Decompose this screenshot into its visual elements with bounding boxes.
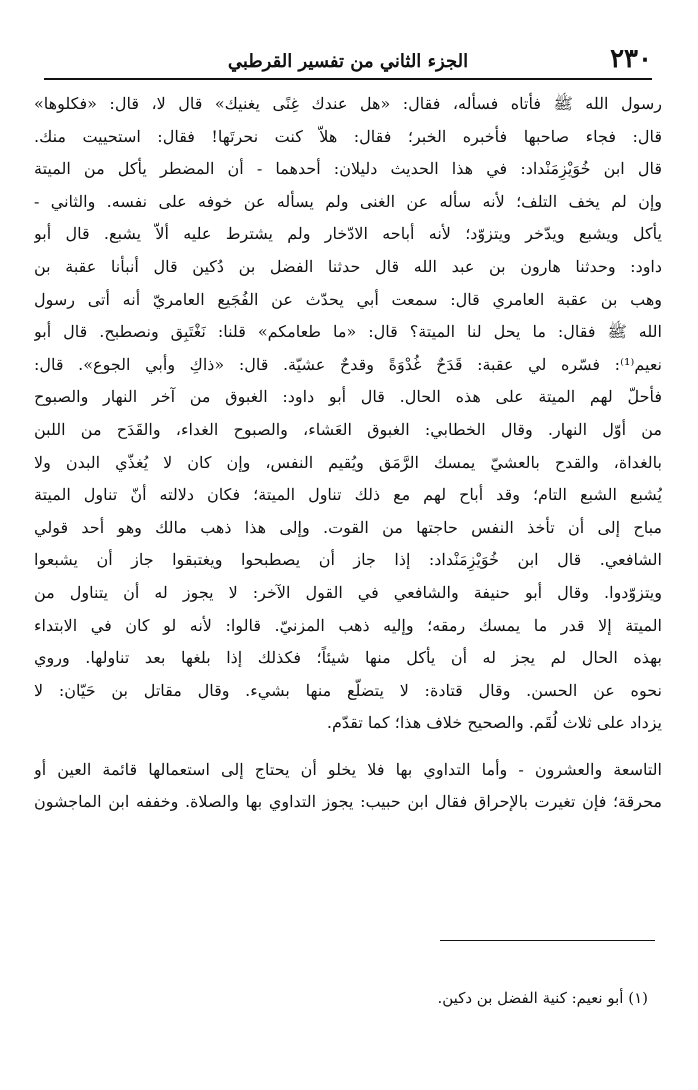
body-text: [34, 88, 662, 819]
text-line-15: الشافعي. قال ابن خُوَيْزِمَنْداد: إذا جاز أن يصطبحوا ويغتبقوا جاز أن يشبعوا: [34, 550, 662, 570]
text-line-17: الميتة إلا قدر ما يمسك رمقه؛ وإليه ذهب المزنيّ. قالوا: لأنه لو كان في الابتداء: [34, 615, 662, 635]
text-line-13: يُشبع الشبع التام؛ وقد أباح لهم مع ذلك تناول الميتة؛ فكان دلالته أنّ تناول الميتة: [34, 485, 662, 505]
text-line-12: بالغداة، والقدح بالعشيّ يمسك الرَّمَق ويُقيم النفس، وإن كان لا يُغذّي البدن ولا: [34, 452, 662, 472]
text-line-19: نحوه عن الحسن. وقال قتادة: لا يتضلّع منها بشيء. وقال مقاتل بن حَيّان: لا: [34, 680, 662, 700]
page-header: [44, 38, 652, 80]
text-line-20: يزداد على ثلاث لُقَم. والصحيح خلاف هذا؛ كما تقدّم.: [326, 713, 662, 733]
footnote: (١) أبو نعيم: كنية الفضل بن دكين.: [437, 989, 648, 1007]
text-line-8: الله ﷺ فقال: ما يحل لنا الميتة؟ قال: «ما طعامكم» قلنا: نَغْتَبِق ونصطبح. قال أبو: [34, 322, 662, 342]
text-line-18: بهذه الحال لم يجز له أن يأكل منها شيئاً؛ فكذلك إذا بلغها بعد تناولها. وروي: [34, 648, 662, 668]
text-line-7: وهب بن عقبة العامري قال: سمعت أبي يحدّث عن الفُجَيع العامريّ أنه أتى رسول: [34, 289, 662, 309]
text-line-11: من أوّل النهار. وقال الخطابي: الغبوق العَشاء، والصبوح الغداء، والقَدَح من اللبن: [34, 419, 662, 439]
text-line-3: قال ابن خُوَيْزِمَنْداد: في هذا الحديث دليلان: أحدهما - أن المضطر يأكل من الميتة: [34, 159, 662, 179]
footnote-divider: [440, 940, 655, 941]
paragraph-gap: [34, 740, 662, 754]
text-line-14: مباح إلى أن تأخذ النفس حاجتها من القوت. وإلى هذا ذهب مالك وهو أحد قولي: [34, 517, 662, 537]
text-line-1: رسول الله ﷺ فأتاه فسأله، فقال: «هل عندك غِنًى يغنيك» قال لا، قال: «فكلوها»: [34, 94, 662, 113]
text-line-16: ويتزوّدوا. وقال أبو حنيفة والشافعي في القول الآخر: لا يجوز له أن يتناول من: [34, 582, 662, 602]
text-line-22: محرقة؛ فإن تغيرت بالإحراق فقال ابن حبيب: يجوز التداوي بها والصلاة. وخففه ابن الماجشون: [34, 792, 662, 812]
text-line-6: داود: وحدثنا هارون بن عبد الله قال حدثنا الفضل بن دُكين قال أنبأنا عقبة بن: [34, 256, 662, 276]
text-line-5: يأكل ويشبع ويدّخر ويتزوّد؛ لأنه أباحه الادّخار ولم يشترط عليه ألاّ يشبع. قال أبو: [34, 224, 662, 244]
text-line-10: فأحلّ لهم الميتة على هذه الحال. قال أبو داود: الغبوق من آخر النهار والصبوح: [34, 387, 662, 407]
page-number: ٢٣٠: [610, 44, 652, 74]
text-line-9: نعيم⁽¹⁾: فسّره لي عقبة: قَدَحٌ غُدْوَةً وقدحٌ عشيّة. قال: «ذاكِ وأبي الجوع». قال:: [34, 354, 662, 374]
text-line-2: قال: فجاء صاحبها فأخبره الخبر؛ فقال: هلاّ كنت نحرتَها! فقال: استحييت منك.: [34, 126, 662, 146]
text-line-21: التاسعة والعشرون - وأما التداوي بها فلا يخلو أن يحتاج إلى استعمالها قائمة العين أو: [34, 759, 662, 779]
text-line-4: وإن لم يخف التلف؛ لأنه سأله عن الغنى ولم يسأله عن خوفه على نفسه. والثاني -: [34, 191, 662, 211]
running-title: الجزء الثاني من تفسير القرطبي: [227, 51, 469, 72]
